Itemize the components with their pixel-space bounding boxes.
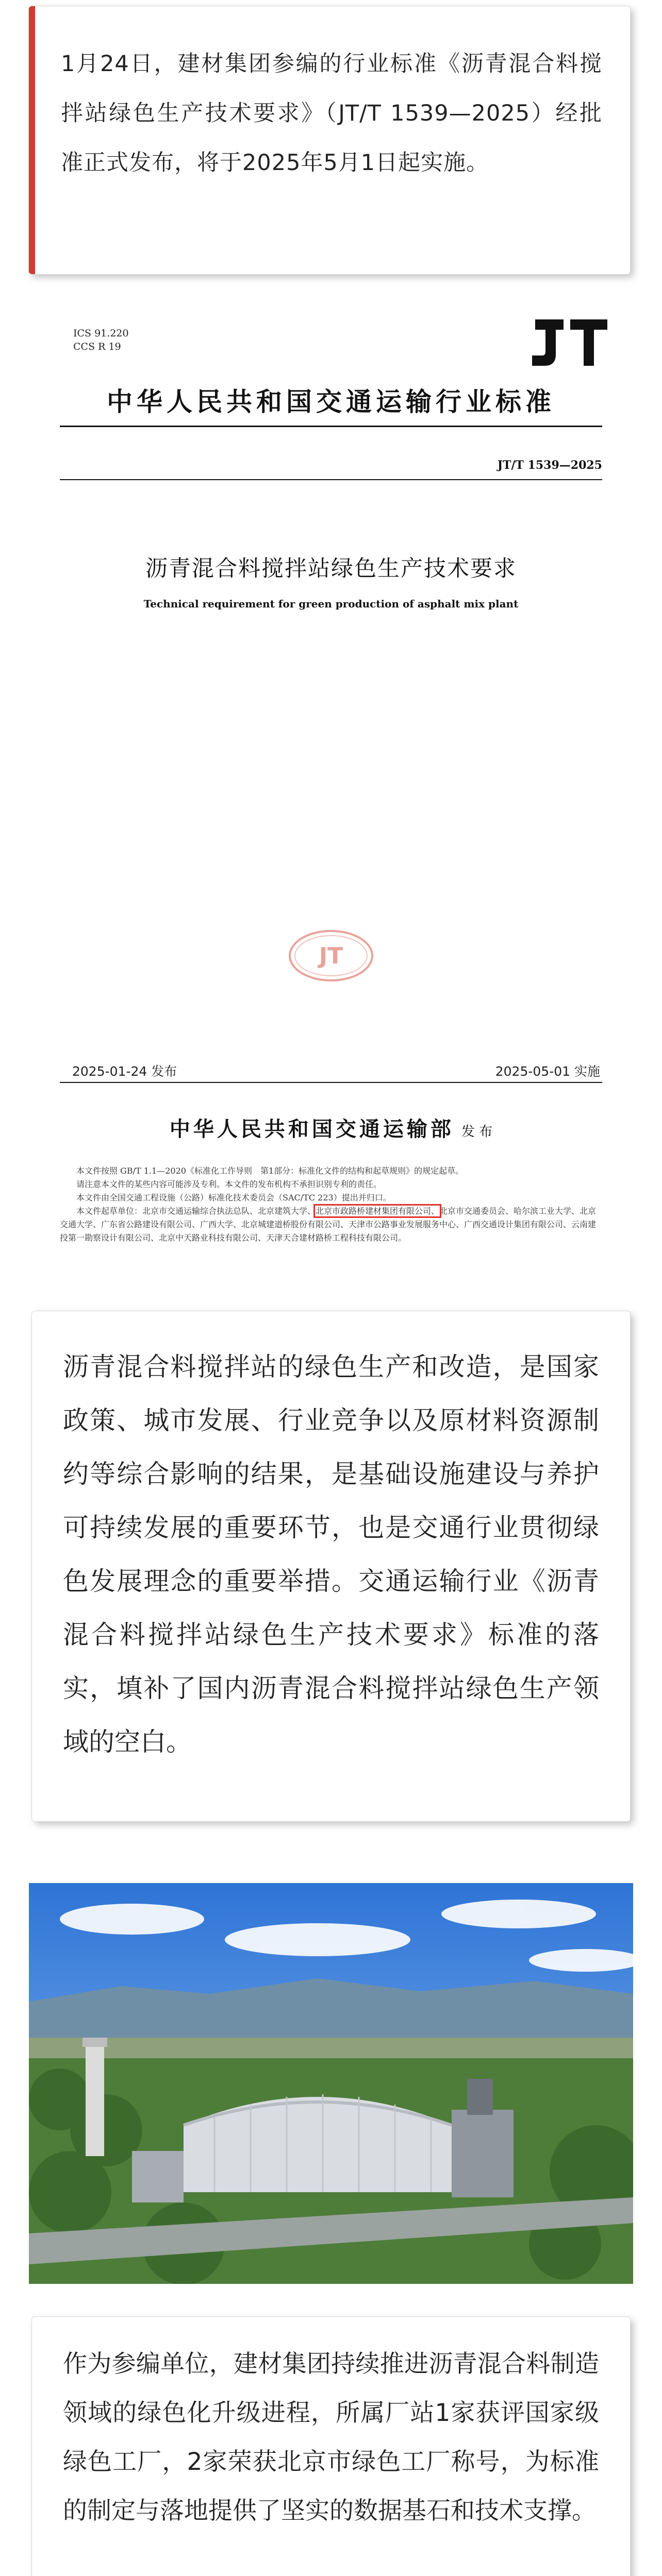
date-rule: [60, 1082, 602, 1083]
issuer-suffix: 发 布: [461, 1124, 493, 1140]
foreword-drafters: 本文件起草单位：北京市交通运输综合执法总队、北京建筑大学、北京市政路桥建材集团有限公司、北京市交通委员会、哈尔滨工业大学、北京交通大学、广东省公路建设有限公司、广西大学、北京城建道桥股份有限公司、天津市公路事业发展服务中心、广西交通设计集团有限公司、云南建投第一勘察设计有限公司、北京中天路业科技有限公司、天津天合建材路桥工程科技有限公司。: [60, 1206, 597, 1243]
announcement-text: 1月24日，建材集团参编的行业标准《沥青混合料搅拌站绿色生产技术要求》（JT/T 1539—2025）经批准正式发布，将于2025年5月1日起实施。: [61, 51, 602, 176]
header-rule-2: [60, 479, 602, 480]
paragraph-1-text: 沥青混合料搅拌站的绿色生产和改造，是国家政策、城市发展、行业竞争以及原材料资源制约等综合影响的结果，是基础设施建设与养护可持续发展的重要环节，也是交通行业贯彻绿色发展理念的重要举措。交通运输行业《沥青混合料搅拌站绿色生产技术要求》标准的落实，填补了国内沥青混合料搅拌站绿色生产领域的空白。: [63, 1352, 599, 1757]
ics-code: ICS 91.220: [73, 328, 129, 339]
paragraph-2-text-a: 作为参编单位，建材集团持续推进沥青混合料制造领域的绿色化升级进程，所属厂站1家获评国家级绿色工厂，2家荣获北京市绿色工厂称号，为标准的制定与落地提供了坚实的数据基石和技术支撑。: [63, 2350, 599, 2525]
publish-date: 2025-01-24 发布: [72, 1064, 177, 1079]
foreword-line: 请注意本文件的某些内容可能涉及专利。本文件的发布机构不承担识别专利的责任。: [76, 1179, 382, 1189]
issuer: [29, 1113, 633, 1142]
plant-aerial-photo: [29, 1883, 633, 2284]
foreword-line: 本文件按照 GB/T 1.1—2020《标准化工作导则 第1部分：标准化文件的结构和起草规则》的规定起草。: [76, 1166, 464, 1176]
foreword-line: 本文件由全国交通工程设施（公路）标准化技术委员会（SAC/TC 223）提出并归口。: [76, 1193, 391, 1202]
standard-cover: [29, 309, 633, 1278]
standard-title-cn: 沥青混合料搅拌站绿色生产技术要求: [145, 556, 517, 582]
org-title: 中华人民共和国交通运输行业标准: [107, 386, 555, 417]
implement-date: 2025-05-01 实施: [495, 1064, 600, 1079]
svg-text:JT: JT: [319, 943, 343, 969]
standard-number: JT/T 1539—2025: [497, 459, 602, 472]
paragraph-card-2: [32, 2317, 630, 2576]
highlighted-drafter: 北京市政路桥建材集团有限公司、: [316, 1206, 440, 1216]
foreword: [60, 1164, 602, 1245]
issuer-name: 中华人民共和国交通运输部: [169, 1117, 454, 1141]
announcement-card: [29, 6, 630, 274]
header-rule: [60, 426, 602, 427]
jt-logo: [525, 314, 613, 371]
paragraph-card-1: [32, 1311, 630, 1821]
jt-seal-icon: [285, 927, 377, 984]
standard-title-en: Technical requirement for green production of asphalt mix plant: [143, 598, 519, 610]
ccs-code: CCS R 19: [73, 341, 121, 352]
